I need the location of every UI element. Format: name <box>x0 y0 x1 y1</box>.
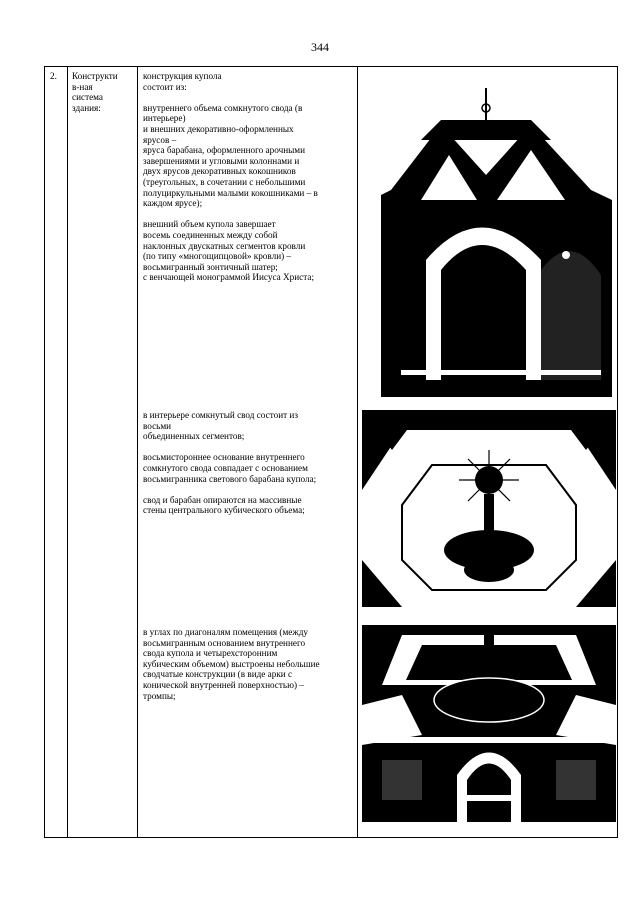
column-divider <box>137 67 138 837</box>
row-number: 2. <box>50 71 57 81</box>
paragraph: в углах по диагоналям помещения (между восьмигранным основанием внутреннего свода купола и четырехсторонним кубическим объемом) выстроены небольшие сводчатые конструкции (в виде арки с конической внутренней поверхностью) – тромпы; <box>143 627 320 701</box>
column-divider <box>357 67 358 837</box>
paragraph: внешний объем купола завершает восемь соединенных между собой наклонных двускатных сегментов кровли (по типу «многощипцовой» кровли) – восьмигранный зонтичный шатер; с венчающей монограммой Иисуса Христа; <box>143 219 315 283</box>
interior-chandelier-photo <box>362 625 616 822</box>
row-category: Конструкти в-ная система здания: <box>72 71 118 113</box>
paragraph: внутреннего объема сомкнутого свода (в интерьере) и внешних декоративно-оформленных ярусов – яруса барабана, оформленного арочными завершениями и угловыми колоннами и двух ярусов декоративных кокошников (треугольных, в сочетании с небольшими полуциркульными малыми кокошниками – в каждом ярусе); <box>143 102 318 209</box>
paragraph: восьмистороннее основание внутреннего сомкнутого свода совпадает с основанием восьмигранника светового барабана купола; <box>143 452 317 484</box>
paragraph: в интерьере сомкнутый свод состоит из восьми объединенных сегментов; <box>143 410 298 442</box>
paragraph: свод и барабан опираются на массивные стены центрального кубического объема; <box>143 494 305 516</box>
description-block-3 <box>143 627 355 712</box>
interior-vault-photo <box>362 410 616 607</box>
dome-exterior-photo <box>381 80 612 397</box>
description-block-2 <box>143 410 355 527</box>
page-number: 344 <box>311 40 329 54</box>
description-block-1 <box>143 71 355 293</box>
paragraph: конструкция купола состоит из: <box>143 71 222 92</box>
column-divider <box>67 67 68 837</box>
